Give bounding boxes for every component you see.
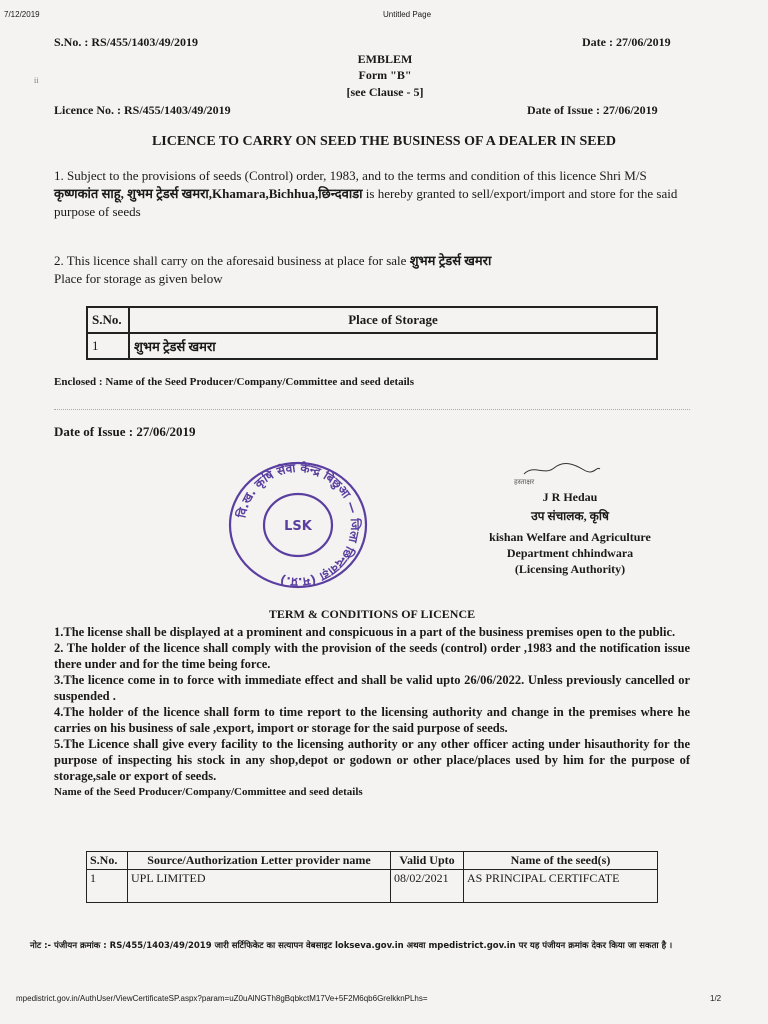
divider <box>54 409 690 410</box>
header-cell: Source/Authorization Letter provider name <box>128 852 391 870</box>
seed-table <box>86 851 658 903</box>
header-cell: S.No. <box>87 307 129 333</box>
authority-designation: उप संचालक, कृषि <box>531 509 609 523</box>
authority-department: kishan Welfare and Agriculture <box>489 530 651 544</box>
paragraph-2 <box>54 252 694 288</box>
print-page-title: Untitled Page <box>383 10 432 19</box>
signature-note: हस्ताक्षर <box>514 478 535 486</box>
header-date: Date : 27/06/2019 <box>582 35 671 49</box>
form-label: Form "B" <box>358 68 412 82</box>
print-date: 7/12/2019 <box>4 10 40 19</box>
terms-heading: TERM & CONDITIONS OF LICENCE <box>268 607 476 621</box>
sale-place: शुभम ट्रेडर्स खमरा <box>409 253 492 268</box>
term-item: 5.The Licence shall give every facility to the licensing authority or any other officer acting under hisauthority for the purpose of inspecting his stock in any shop,depot or godown or other place/places used by him for the purpose of storage,sale or export of seeds. <box>54 737 690 783</box>
table-cell: शुभम ट्रेडर्स खमरा <box>129 333 657 359</box>
paragraph-1 <box>54 167 694 221</box>
header-cell: Place of Storage <box>129 307 657 333</box>
issue-date: Date of Issue : 27/06/2019 <box>54 424 196 439</box>
term-item: 2. The holder of the licence shall comply with the provision of the seeds (control) order ,1983 and the notification issue there under and for the time being force. <box>54 641 690 671</box>
table-cell: 1 <box>87 870 128 903</box>
para2-text: 2. This licence shall carry on the aforesaid business at place for sale <box>54 253 410 268</box>
authority-name: J R Hedau <box>542 490 598 504</box>
licence-number: Licence No. : RS/455/1403/49/2019 <box>54 103 231 117</box>
storage-table <box>86 306 658 360</box>
para1-text-end: is hereby granted to sell/export/import and store for the said purpose of seeds <box>54 186 678 219</box>
term-item: 4.The holder of the licence shall form to time report to the licensing authority and change in the premises where he carries on his business of sale ,export, import or storage for the said purpose of seeds. <box>54 705 690 735</box>
table-cell: 1 <box>87 333 129 359</box>
print-url: mpedistrict.gov.in/AuthUser/ViewCertificateSP.aspx?param=uZ0uAlNGTh8gBqbkctM17Ve+5F2M6qb6GrelkknPLhs= <box>16 994 428 1003</box>
emblem-label: EMBLEM <box>357 52 413 66</box>
table-row <box>87 333 657 359</box>
signature <box>514 460 604 480</box>
seed-details-heading: Name of the Seed Producer/Company/Committee and seed details <box>54 786 363 798</box>
para2-storage-text: Place for storage as given below <box>54 271 223 286</box>
header-cell: Name of the seed(s) <box>464 852 658 870</box>
term-item: 1.The license shall be displayed at a prominent and conspicuous in a part of the business premises open to the public. <box>54 625 676 639</box>
lsk-seal <box>226 460 370 590</box>
table-cell: UPL LIMITED <box>128 870 391 903</box>
authority-role: (Licensing Authority) <box>514 562 626 576</box>
verification-footnote: नोट :- पंजीयन क्रमांक : RS/455/1403/49/2019 जारी सर्टिफिकेट का सत्यापन वेबसाइट lokseva.gov.in अथवा mpedistrict.gov.in पर यह पंजीयन क्रमांक देकर किया जा सकता है । <box>30 941 673 951</box>
seal-center-text: LSK <box>284 519 312 534</box>
table-header-row <box>87 852 658 870</box>
margin-mark: ii <box>34 76 39 85</box>
licensee-name: कृष्णकांत साहू, शुभम ट्रेडर्स खमरा,Khamara,Bichhua,छिन्दवाडा <box>54 186 363 201</box>
print-page-number: 1/2 <box>710 994 722 1003</box>
term-item: 3.The licence come in to force with immediate effect and shall be valid upto 26/06/2022. Unless previously cancelled or suspended . <box>54 673 690 703</box>
licence-title: LICENCE TO CARRY ON SEED THE BUSINESS OF A DEALER IN SEED <box>151 134 617 149</box>
seal-ring-text: वि.ख. कृषि सेवा केन्द्र बिछुआ — जिला छिन्दवाड़ा (म.प्र.) <box>234 460 363 590</box>
table-cell: 08/02/2021 <box>391 870 464 903</box>
terms-list <box>54 624 690 800</box>
header-issue-date: Date of Issue : 27/06/2019 <box>527 103 658 117</box>
authority-district: Department chhindwara <box>506 546 634 560</box>
serial-number: S.No. : RS/455/1403/49/2019 <box>54 35 199 49</box>
table-cell: AS PRINCIPAL CERTIFCATE <box>464 870 658 903</box>
header-cell: Valid Upto <box>391 852 464 870</box>
para1-text: 1. Subject to the provisions of seeds (Control) order, 1983, and to the terms and condition of this licence Shri M/S <box>54 168 647 183</box>
header-cell: S.No. <box>87 852 128 870</box>
table-row <box>87 870 658 903</box>
table-header-row <box>87 307 657 333</box>
clause-label: [see Clause - 5] <box>346 85 424 99</box>
enclosed-note: Enclosed : Name of the Seed Producer/Company/Committee and seed details <box>54 376 415 388</box>
